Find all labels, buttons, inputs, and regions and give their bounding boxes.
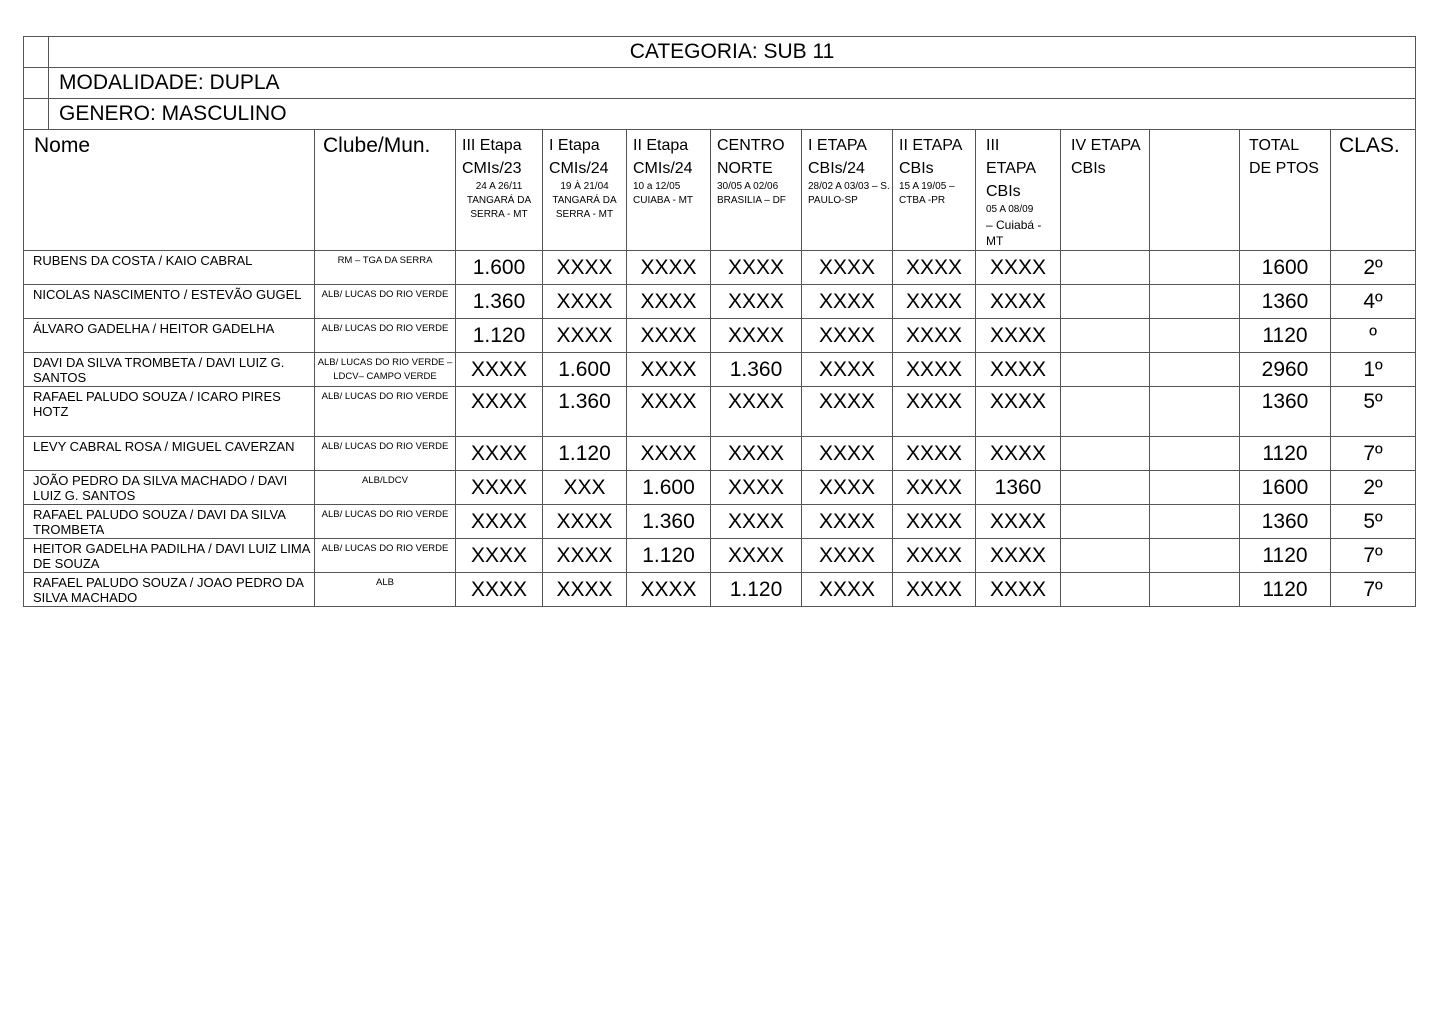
stage-points-3: XXXX (627, 387, 711, 437)
stage-points-1: 1.120 (456, 319, 543, 353)
stage-points-7: XXXX (976, 387, 1061, 437)
club-municipality: ALB/ LUCAS DO RIO VERDE – LDCV– CAMPO VERDE (315, 353, 456, 387)
stage-points-2: XXXX (543, 505, 627, 539)
stage-points-8 (1061, 353, 1150, 387)
table-row (24, 285, 1416, 319)
stage-points-5: XXXX (802, 285, 893, 319)
stage-points-7: XXXX (976, 285, 1061, 319)
header-col-7-info: 05 A 08/09 (986, 204, 1034, 215)
stage-points-1: XXXX (456, 573, 543, 607)
stage-points-8 (1061, 319, 1150, 353)
stage-points-9 (1150, 353, 1240, 387)
total-points: 1360 (1240, 285, 1331, 319)
total-points: 1360 (1240, 505, 1331, 539)
club-municipality: ALB/LDCV (315, 471, 456, 505)
stage-points-9 (1150, 319, 1240, 353)
stage-points-9 (1150, 471, 1240, 505)
stage-points-6: XXXX (893, 251, 976, 285)
table-row (24, 505, 1416, 539)
header-col-1-info: 24 A 26/11 TANGARÁ DA SERRA - MT (466, 181, 532, 220)
stage-points-7: 1360 (976, 471, 1061, 505)
title-row-modalidade (24, 68, 1416, 99)
stage-points-2: XXXX (543, 251, 627, 285)
table-row (24, 251, 1416, 285)
stage-points-6: XXXX (893, 387, 976, 437)
stage-points-9 (1150, 437, 1240, 471)
header-col-6-line1: II ETAPA (899, 137, 963, 154)
stage-points-8 (1061, 539, 1150, 573)
stage-points-1: XXXX (456, 505, 543, 539)
stage-points-6: XXXX (893, 539, 976, 573)
stage-points-4: XXXX (711, 387, 802, 437)
club-municipality: ALB/ LUCAS DO RIO VERDE (315, 539, 456, 573)
player-names: RUBENS DA COSTA / KAIO CABRAL (24, 251, 315, 285)
stage-points-1: 1.360 (456, 285, 543, 319)
header-col-3 (627, 130, 711, 251)
header-col-7-line2: ETAPA (986, 160, 1037, 177)
total-points: 1120 (1240, 319, 1331, 353)
classification: 7º (1331, 539, 1416, 573)
header-clas (1331, 130, 1416, 251)
stage-points-1: XXXX (456, 437, 543, 471)
stage-points-2: 1.360 (543, 387, 627, 437)
stage-points-8 (1061, 251, 1150, 285)
header-col-6 (893, 130, 976, 251)
total-points: 1120 (1240, 437, 1331, 471)
stage-points-9 (1150, 539, 1240, 573)
header-col-8-line1: IV ETAPA (1071, 137, 1141, 154)
stage-points-4: XXXX (711, 437, 802, 471)
total-points: 2960 (1240, 353, 1331, 387)
player-names: NICOLAS NASCIMENTO / ESTEVÃO GUGEL (24, 285, 315, 319)
header-col-7 (976, 130, 1061, 251)
header-col-1 (456, 130, 543, 251)
header-col-1-line2: CMIs/23 (462, 160, 522, 177)
stage-points-2: XXXX (543, 285, 627, 319)
stage-points-4: XXXX (711, 251, 802, 285)
stage-points-1: XXXX (456, 353, 543, 387)
header-col-6-info: 15 A 19/05 – CTBA -PR (899, 181, 955, 206)
stage-points-1: XXXX (456, 539, 543, 573)
header-col-7-line1: III (986, 137, 1000, 154)
classification: º (1331, 319, 1416, 353)
stage-points-2: XXXX (543, 539, 627, 573)
header-col-4-info: 30/05 A 02/06 BRASILIA – DF (717, 181, 786, 206)
header-total (1240, 130, 1331, 251)
club-municipality: ALB/ LUCAS DO RIO VERDE (315, 387, 456, 437)
stage-points-6: XXXX (893, 471, 976, 505)
table-row (24, 539, 1416, 573)
player-names: DAVI DA SILVA TROMBETA / DAVI LUIZ G. SANTOS (24, 353, 315, 387)
header-col-4 (711, 130, 802, 251)
player-names: ÁLVARO GADELHA / HEITOR GADELHA (24, 319, 315, 353)
header-col-2-info: 19 À 21/04 TANGARÁ DA SERRA - MT (552, 181, 617, 220)
header-total-line1: TOTAL (1249, 137, 1300, 154)
stage-points-7: XXXX (976, 437, 1061, 471)
stage-points-1: XXXX (456, 387, 543, 437)
stage-points-7: XXXX (976, 319, 1061, 353)
header-col-2-line2: CMIs/24 (549, 160, 609, 177)
classification: 5º (1331, 505, 1416, 539)
stage-points-2: XXXX (543, 573, 627, 607)
stage-points-2: 1.600 (543, 353, 627, 387)
stage-points-4: 1.120 (711, 573, 802, 607)
header-col-5-line2: CBIs/24 (808, 160, 865, 177)
table-row (24, 319, 1416, 353)
player-names: RAFAEL PALUDO SOUZA / JOAO PEDRO DA SILVA MACHADO (24, 573, 315, 607)
header-col-5-line1: I ETAPA (808, 137, 867, 154)
stage-points-9 (1150, 505, 1240, 539)
stage-points-9 (1150, 387, 1240, 437)
header-total-line2: DE PTOS (1249, 160, 1319, 177)
table-row (24, 471, 1416, 505)
stage-points-8 (1061, 573, 1150, 607)
classification: 1º (1331, 353, 1416, 387)
header-col-3-line1: II Etapa (633, 137, 689, 154)
table-row (24, 353, 1416, 387)
stage-points-2: XXX (543, 471, 627, 505)
stage-points-2: 1.120 (543, 437, 627, 471)
classification: 4º (1331, 285, 1416, 319)
header-col-2 (543, 130, 627, 251)
stage-points-3: XXXX (627, 353, 711, 387)
categoria-title: CATEGORIA: SUB 11 (49, 37, 1416, 68)
stage-points-4: 1.360 (711, 353, 802, 387)
column-header-row (24, 130, 1416, 251)
stage-points-7: XXXX (976, 505, 1061, 539)
header-col-3-line2: CMIs/24 (633, 160, 693, 177)
stage-points-5: XXXX (802, 437, 893, 471)
player-names: JOÃO PEDRO DA SILVA MACHADO / DAVI LUIZ G. SANTOS (24, 471, 315, 505)
stage-points-8 (1061, 437, 1150, 471)
genero-title: GENERO: MASCULINO (49, 99, 1416, 130)
stage-points-3: XXXX (627, 573, 711, 607)
stage-points-1: XXXX (456, 471, 543, 505)
header-col-8 (1061, 130, 1150, 251)
header-col-4-line2: NORTE (717, 160, 773, 177)
margin-cell (24, 37, 49, 68)
header-col-7-line3: CBIs (986, 183, 1021, 200)
stage-points-8 (1061, 387, 1150, 437)
stage-points-5: XXXX (802, 573, 893, 607)
stage-points-7: XXXX (976, 539, 1061, 573)
stage-points-9 (1150, 573, 1240, 607)
stage-points-3: 1.600 (627, 471, 711, 505)
stage-points-7: XXXX (976, 573, 1061, 607)
header-col-3-info: 10 a 12/05 CUIABA - MT (633, 181, 694, 206)
stage-points-6: XXXX (893, 505, 976, 539)
stage-points-4: XXXX (711, 319, 802, 353)
club-municipality: RM – TGA DA SERRA (315, 251, 456, 285)
header-col-5 (802, 130, 893, 251)
club-municipality: ALB/ LUCAS DO RIO VERDE (315, 437, 456, 471)
club-municipality: ALB (315, 573, 456, 607)
stage-points-3: XXXX (627, 319, 711, 353)
header-col-2-line1: I Etapa (549, 137, 600, 154)
header-clas-label: CLAS. (1339, 134, 1400, 157)
header-col-9 (1150, 130, 1240, 251)
margin-cell (24, 99, 49, 130)
header-col-8-line2: CBIs (1071, 160, 1106, 177)
stage-points-3: XXXX (627, 251, 711, 285)
stage-points-4: XXXX (711, 539, 802, 573)
total-points: 1360 (1240, 387, 1331, 437)
player-names: RAFAEL PALUDO SOUZA / DAVI DA SILVA TROMBETA (24, 505, 315, 539)
stage-points-5: XXXX (802, 353, 893, 387)
table-row (24, 437, 1416, 471)
header-col-5-info: 28/02 A 03/03 – S. PAULO-SP (808, 181, 890, 206)
classification: 5º (1331, 387, 1416, 437)
stage-points-7: XXXX (976, 251, 1061, 285)
header-col-6-line2: CBIs (899, 160, 934, 177)
classification: 2º (1331, 251, 1416, 285)
ranking-body (24, 251, 1416, 607)
stage-points-9 (1150, 251, 1240, 285)
table-row (24, 387, 1416, 437)
stage-points-3: XXXX (627, 437, 711, 471)
header-nome-label: Nome (34, 134, 91, 157)
player-names: RAFAEL PALUDO SOUZA / ICARO PIRES HOTZ (24, 387, 315, 437)
header-clube (315, 130, 456, 251)
stage-points-5: XXXX (802, 539, 893, 573)
title-row-genero (24, 99, 1416, 130)
stage-points-6: XXXX (893, 319, 976, 353)
total-points: 1600 (1240, 251, 1331, 285)
stage-points-5: XXXX (802, 319, 893, 353)
stage-points-4: XXXX (711, 505, 802, 539)
stage-points-6: XXXX (893, 437, 976, 471)
header-col-1-line1: III Etapa (462, 137, 522, 154)
title-row-categoria (24, 37, 1416, 68)
stage-points-8 (1061, 505, 1150, 539)
stage-points-4: XXXX (711, 285, 802, 319)
total-points: 1120 (1240, 539, 1331, 573)
player-names: LEVY CABRAL ROSA / MIGUEL CAVERZAN (24, 437, 315, 471)
margin-cell (24, 68, 49, 99)
total-points: 1120 (1240, 573, 1331, 607)
stage-points-8 (1061, 471, 1150, 505)
stage-points-6: XXXX (893, 573, 976, 607)
stage-points-4: XXXX (711, 471, 802, 505)
classification: 7º (1331, 573, 1416, 607)
stage-points-5: XXXX (802, 505, 893, 539)
stage-points-5: XXXX (802, 471, 893, 505)
ranking-table (23, 36, 1416, 607)
stage-points-2: XXXX (543, 319, 627, 353)
header-col-7-info2: – Cuiabá - MT (986, 218, 1042, 248)
table-row (24, 573, 1416, 607)
classification: 2º (1331, 471, 1416, 505)
club-municipality: ALB/ LUCAS DO RIO VERDE (315, 505, 456, 539)
stage-points-7: XXXX (976, 353, 1061, 387)
stage-points-3: XXXX (627, 285, 711, 319)
stage-points-3: 1.120 (627, 539, 711, 573)
header-col-4-line1: CENTRO (717, 137, 785, 154)
stage-points-5: XXXX (802, 251, 893, 285)
stage-points-6: XXXX (893, 285, 976, 319)
stage-points-6: XXXX (893, 353, 976, 387)
stage-points-8 (1061, 285, 1150, 319)
club-municipality: ALB/ LUCAS DO RIO VERDE (315, 319, 456, 353)
stage-points-9 (1150, 285, 1240, 319)
modalidade-title: MODALIDADE: DUPLA (49, 68, 1416, 99)
stage-points-1: 1.600 (456, 251, 543, 285)
stage-points-3: 1.360 (627, 505, 711, 539)
total-points: 1600 (1240, 471, 1331, 505)
header-clube-label: Clube/Mun. (323, 134, 431, 157)
club-municipality: ALB/ LUCAS DO RIO VERDE (315, 285, 456, 319)
classification: 7º (1331, 437, 1416, 471)
stage-points-5: XXXX (802, 387, 893, 437)
player-names: HEITOR GADELHA PADILHA / DAVI LUIZ LIMA DE SOUZA (24, 539, 315, 573)
header-nome (24, 130, 315, 251)
